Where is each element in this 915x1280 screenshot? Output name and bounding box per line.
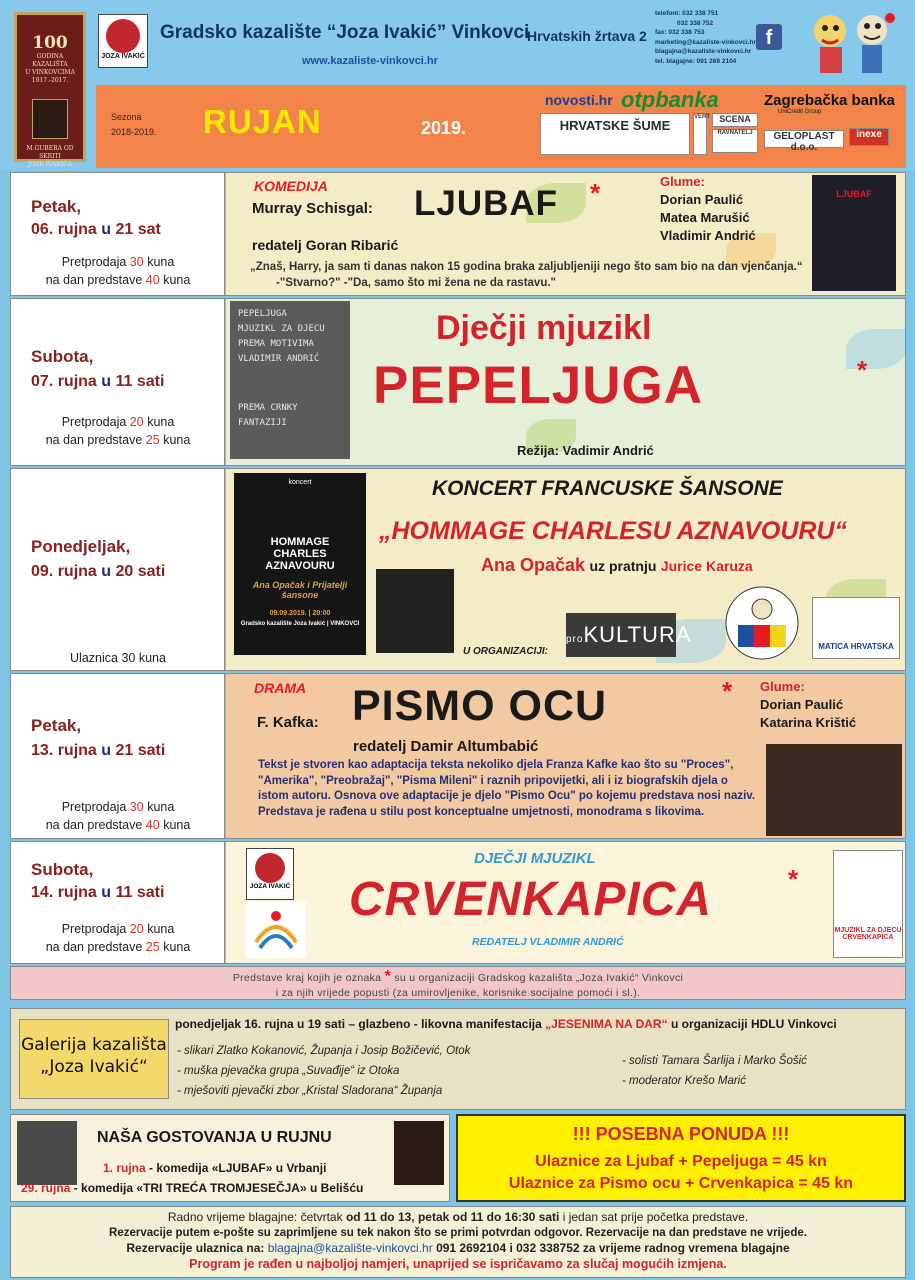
gallery-item: - slikari Zlatko Kokanović, Županja i Josip Božičević, Otok bbox=[177, 1045, 471, 1057]
price-value: 25 bbox=[145, 433, 160, 447]
discount-notice bbox=[10, 966, 906, 1000]
price-label: Ulaznica bbox=[70, 651, 118, 665]
price-value: 25 bbox=[145, 940, 160, 954]
contact-line: 032 338 752 bbox=[677, 19, 714, 27]
tour-date: 29. rujna bbox=[21, 1181, 71, 1195]
event-author: F. Kafka: bbox=[257, 714, 319, 731]
event-director: REDATELJ VLADIMIR ANDRIĆ bbox=[472, 936, 624, 948]
stairs-text: PREMA CRNKY FANTAZIJI bbox=[238, 403, 298, 428]
sponsor-small: RAVNATELJ bbox=[712, 129, 758, 153]
price-unit: kuna bbox=[147, 415, 175, 429]
cast-label: Glume: bbox=[660, 174, 705, 189]
sponsor-inexe: inexe bbox=[849, 128, 889, 146]
event-date-column bbox=[11, 842, 225, 963]
event-author: Murray Schisgal: bbox=[252, 200, 373, 217]
facebook-icon[interactable]: f bbox=[756, 24, 782, 50]
poster-title: CHARLES bbox=[273, 548, 327, 560]
price-label: Pretprodaja bbox=[61, 415, 127, 429]
stairs-text: PEPELJUGA bbox=[238, 309, 287, 319]
footer-hours-bold: od 11 do 13, petak od 11 do 16:30 sati bbox=[345, 1210, 560, 1224]
season-title: Sezona bbox=[111, 112, 142, 122]
event-day: Petak, bbox=[31, 197, 82, 216]
event-quote: -"Stvarno?" -"Da, samo što mi žena ne da rastavu." bbox=[276, 277, 556, 289]
stairs-text: MJUZIKL ZA DJECU bbox=[238, 324, 325, 334]
event-day: Petak, bbox=[31, 716, 82, 735]
sponsor-zaba-name: Zagrebačka banka bbox=[764, 92, 895, 109]
event-date: 06. rujna bbox=[31, 221, 97, 238]
notice-text: su u organizaciji Gradskog kazališta „Joza Ivakić“ Vinkovci bbox=[394, 972, 684, 984]
notice-star: * bbox=[384, 968, 392, 985]
price-value: 30 bbox=[121, 651, 136, 665]
gallery-title-line: „Joza Ivakić“ bbox=[40, 1057, 148, 1077]
poster-date: 09.09.2019. | 20:00 bbox=[269, 610, 331, 617]
poster-title: AZNAVOURU bbox=[265, 560, 335, 572]
season-label bbox=[111, 110, 157, 140]
event-price bbox=[11, 798, 225, 834]
anniversary-badge bbox=[14, 12, 86, 168]
flags-logo bbox=[724, 585, 800, 661]
event-star: * bbox=[857, 355, 868, 385]
event-crvenkapica bbox=[10, 841, 906, 964]
event-content bbox=[226, 173, 905, 295]
event-date-column bbox=[11, 469, 225, 670]
event-u: u bbox=[101, 884, 112, 901]
footer-text: i jedan sat prije početka predstave. bbox=[562, 1210, 749, 1224]
tour-photo bbox=[394, 1121, 444, 1185]
event-content bbox=[226, 299, 905, 465]
event-day: Subota, bbox=[31, 860, 94, 879]
cast-member: Vladimir Andrić bbox=[660, 228, 756, 243]
event-genre: KOMEDIJA bbox=[254, 178, 328, 194]
event-time: 21 sat bbox=[115, 221, 161, 238]
mascots-illustration bbox=[800, 6, 900, 76]
footer-info bbox=[10, 1206, 906, 1278]
offer-title: !!! POSEBNA PONUDA !!! bbox=[572, 1124, 790, 1144]
sponsor-novosti: novosti.hr bbox=[545, 92, 613, 108]
event-title: CRVENKAPICA bbox=[349, 873, 713, 926]
email-link[interactable]: blagajna@kazalište-vinkovci.hr bbox=[267, 1241, 433, 1255]
mask-icon bbox=[106, 19, 140, 53]
sponsor-scena: SCENA bbox=[712, 113, 758, 127]
event-title: LJUBAF bbox=[414, 184, 559, 223]
price-label: na dan predstave bbox=[45, 818, 143, 832]
leaf-decoration bbox=[846, 329, 905, 369]
event-price bbox=[11, 649, 225, 667]
badge-text: U VINKOVCIMA bbox=[25, 69, 75, 76]
event-datetime bbox=[31, 742, 165, 760]
event-content bbox=[226, 842, 905, 963]
poster-bottom: Gradsko kazalište Joza Ivakić | VINKOVCI bbox=[240, 621, 360, 627]
poster-title: HOMMAGE bbox=[270, 536, 330, 548]
theatre-logo-small bbox=[246, 848, 294, 900]
gallery-headline bbox=[175, 1017, 837, 1031]
gallery-headline-text: ponedjeljak 16. rujna u 19 sati – glazbeno - likovna manifestacija bbox=[175, 1017, 542, 1031]
footer-disclaimer: Program je rađen u najboljoj namjeri, unaprijed se ispričavamo za slučaj mogućih izmjena. bbox=[189, 1256, 727, 1271]
sponsor-vert: VERT bbox=[693, 113, 707, 155]
kindergarten-logo bbox=[246, 902, 306, 958]
event-aznavour bbox=[10, 468, 906, 671]
event-datetime bbox=[31, 563, 165, 581]
event-u: u bbox=[101, 221, 112, 238]
cast-member: Dorian Paulić bbox=[660, 192, 744, 207]
sponsor-hrvatske-sume: HRVATSKE ŠUME bbox=[540, 113, 690, 155]
event-date: 09. rujna bbox=[31, 563, 97, 580]
event-cast bbox=[760, 678, 856, 732]
sponsor-zaba bbox=[764, 92, 895, 115]
stairs-text: VLADIMIR ANDRIĆ bbox=[238, 354, 320, 364]
event-price bbox=[11, 920, 225, 956]
event-time: 11 sati bbox=[115, 373, 165, 390]
tours-title: NAŠA GOSTOVANJA U RUJNU bbox=[97, 1129, 332, 1146]
price-label: Pretprodaja bbox=[61, 800, 127, 814]
cast-member: Matea Marušić bbox=[660, 210, 750, 225]
event-performer bbox=[481, 555, 753, 576]
price-unit: kuna bbox=[147, 922, 175, 936]
footer-hours bbox=[11, 1210, 905, 1226]
org-label: U ORGANIZACIJI: bbox=[463, 646, 548, 657]
prokultura-text: KULTURA bbox=[583, 622, 692, 647]
logo-text: JOZA IVAKIĆ bbox=[249, 883, 291, 890]
event-subtitle: KONCERT FRANCUSKE ŠANSONE bbox=[432, 477, 783, 500]
event-star: * bbox=[590, 178, 601, 208]
portrait-image bbox=[32, 99, 68, 139]
tour-date: 1. rujna bbox=[103, 1161, 146, 1175]
event-cast bbox=[660, 173, 756, 245]
stairs-photo bbox=[230, 301, 350, 459]
event-director: redatelj Damir Altumbabić bbox=[353, 738, 539, 755]
mask-icon bbox=[255, 853, 285, 883]
event-title: „HOMMAGE CHARLESU AZNAVOURU“ bbox=[379, 517, 848, 545]
matica-logo: MATICA HRVATSKA bbox=[812, 597, 900, 659]
event-time: 11 sati bbox=[115, 884, 165, 901]
event-price bbox=[11, 413, 225, 449]
price-unit: kuna bbox=[147, 800, 175, 814]
cast-label: Glume: bbox=[760, 679, 805, 694]
gallery-item: - muška pjevačka grupa „Suvađije“ iz Otoka bbox=[177, 1065, 400, 1077]
event-price bbox=[11, 253, 225, 289]
special-offer bbox=[456, 1114, 906, 1202]
cast-member: Dorian Paulić bbox=[760, 697, 844, 712]
prokultura-logo bbox=[566, 613, 692, 657]
contact-line: blagajna@kazaliste-vinkovci.hr bbox=[655, 48, 752, 55]
price-unit: kuna bbox=[163, 273, 191, 287]
event-director: redatelj Goran Ribarić bbox=[252, 237, 399, 253]
price-value: 30 bbox=[129, 255, 144, 269]
event-time: 20 sati bbox=[115, 563, 166, 580]
performer-name: Ana Opačak bbox=[481, 555, 586, 575]
performer-with: uz pratnju bbox=[589, 558, 657, 574]
poster-top: koncert bbox=[288, 479, 312, 486]
offer-line: Ulaznice za Ljubaf + Pepeljuga = 45 kn bbox=[535, 1153, 827, 1170]
event-genre: DRAMA bbox=[254, 680, 307, 696]
gallery-headline-title: „JESENIMA NA DAR“ bbox=[545, 1017, 668, 1031]
contact-line: telefoni: 032 338 751 bbox=[655, 10, 719, 17]
tour-text: - komedija «LJUBAF» u Vrbanji bbox=[149, 1161, 327, 1175]
notice-text: i za njih vrijede popusti (za umirovljenike, korisnike socijalne pomoći i sl.). bbox=[275, 987, 641, 999]
price-label: Pretprodaja bbox=[61, 255, 127, 269]
sponsor-zaba-sub: UniCredit Group bbox=[778, 109, 822, 115]
sponsor-geloplast: GELOPLAST d.o.o. bbox=[764, 130, 844, 148]
price-unit: kuna bbox=[163, 940, 191, 954]
event-date-column bbox=[11, 674, 225, 838]
price-label: na dan predstave bbox=[45, 273, 143, 287]
event-quote: „Znaš, Harry, ja sam ti danas nakon 15 godina braka zaljubljeniji nego što sam bio na dan vjenčanja.“ bbox=[250, 261, 803, 273]
event-time: 21 sati bbox=[115, 742, 166, 759]
event-description: Tekst je stvoren kao adaptacija teksta nekoliko djela Franza Kafke kao što su "Proces", "Amerika", "Preobražaj", "Pisma Mileni" i raznih pripovijetki, ali i iz biografskih djela o istom autoru. Osnova ove adaptacije je djelo "Pismo Ocu" po kojemu predstava nosi naziv. Predstava je rađena u stilu post konceptualne umjetnosti, monodrama s likovima. bbox=[258, 759, 756, 818]
price-value: 40 bbox=[145, 818, 160, 832]
badge-number: 100 bbox=[32, 33, 68, 53]
footer-text: Rezervacije putem e-pošte su zaprimljene su tek nakon što se primi potvrdan odgovor. Rezervacije na dan predstave ne vrijede. bbox=[109, 1226, 807, 1239]
gallery-item: - moderator Krešo Marić bbox=[622, 1075, 746, 1087]
tour-text: - komedija «TRI TREĆA TROMJESEČJA» u Belišću bbox=[73, 1181, 364, 1195]
event-datetime bbox=[31, 884, 164, 902]
theatre-logo bbox=[98, 14, 148, 68]
contact-line: fax: 032 338 753 bbox=[655, 29, 705, 36]
footer-reservations bbox=[11, 1241, 905, 1257]
price-label: na dan predstave bbox=[45, 940, 143, 954]
event-datetime bbox=[31, 221, 161, 239]
price-value: 20 bbox=[129, 922, 144, 936]
gallery-title bbox=[19, 1019, 169, 1099]
crvenkapica-poster: MJUZIKL ZA DJECU CRVENKAPICA bbox=[833, 850, 903, 958]
badge-sub: M.GUBERA OD SKRITI bbox=[26, 145, 74, 160]
season-years: 2018-2019. bbox=[111, 127, 157, 137]
event-ljubaf bbox=[10, 172, 906, 296]
event-star: * bbox=[788, 864, 799, 894]
price-value: 20 bbox=[129, 415, 144, 429]
gallery-section bbox=[10, 1008, 906, 1110]
event-title: PEPELJUGA bbox=[373, 356, 704, 415]
gallery-item: - solisti Tamara Šarlija i Marko Šošić bbox=[622, 1055, 807, 1067]
footer-text: Rezervacije ulaznica na: bbox=[126, 1241, 265, 1255]
event-u: u bbox=[101, 373, 112, 390]
footer-text: Radno vrijeme blagajne: četvrtak bbox=[167, 1210, 343, 1224]
event-datetime bbox=[31, 373, 164, 391]
contact-info bbox=[655, 9, 756, 66]
gallery-headline-text: u organizaciji HDLU Vinkovci bbox=[670, 1017, 837, 1031]
badge-text: KAZALIŠTA bbox=[32, 61, 68, 68]
event-day: Subota, bbox=[31, 347, 94, 366]
price-unit: kuna bbox=[147, 255, 175, 269]
logo-text: JOZA IVAKIĆ bbox=[101, 53, 145, 60]
footer-text: 091 2692104 i 032 338752 za vrijeme radnog vremena blagajne bbox=[436, 1241, 790, 1255]
event-date-column bbox=[11, 173, 225, 295]
tour-line bbox=[103, 1161, 326, 1175]
event-pismo-ocu bbox=[10, 673, 906, 839]
badge-years: 1917.-2017. bbox=[31, 77, 69, 84]
theatre-name: Gradsko kazalište “Joza Ivakić” Vinkovci bbox=[160, 22, 530, 43]
price-unit: kuna bbox=[163, 818, 191, 832]
cast-member: Katarina Krištić bbox=[760, 715, 857, 730]
address: Hrvatskih žrtava 2 bbox=[527, 28, 647, 44]
offer-line: Ulaznice za Pismo ocu + Crvenkapica = 45 kn bbox=[508, 1175, 854, 1192]
poster-sub: Ana Opačak i Prijatelji šansone bbox=[252, 580, 348, 600]
price-label: na dan predstave bbox=[45, 433, 143, 447]
event-subtitle: Dječji mjuzikl bbox=[436, 309, 652, 347]
price-unit: kuna bbox=[138, 651, 166, 665]
gallery-item: - mješoviti pjevački zbor „Kristal Sladorana“ Županja bbox=[177, 1085, 443, 1097]
event-u: u bbox=[101, 563, 112, 580]
concert-poster bbox=[234, 473, 366, 655]
event-content bbox=[226, 469, 905, 670]
contact-line: tel. blagajne: 091 269 2104 bbox=[655, 57, 737, 65]
website-link[interactable]: www.kazaliste-vinkovci.hr bbox=[302, 55, 438, 67]
month-title: RUJAN bbox=[203, 103, 322, 140]
price-unit: kuna bbox=[163, 433, 191, 447]
event-photo bbox=[766, 744, 902, 836]
event-director: Režija: Vadimir Andrić bbox=[517, 443, 654, 458]
stairs-text: PREMA MOTIVIMA bbox=[238, 339, 314, 349]
prokultura-prefix: pro bbox=[566, 634, 584, 645]
event-subtitle: DJEČJI MJUZIKL bbox=[474, 850, 596, 867]
event-star: * bbox=[722, 676, 733, 706]
tours-section bbox=[10, 1114, 450, 1202]
event-pepeljuga bbox=[10, 298, 906, 466]
price-label: Pretprodaja bbox=[61, 922, 127, 936]
badge-text: GODINA bbox=[36, 53, 64, 60]
event-day: Ponedjeljak, bbox=[31, 537, 131, 556]
year-label: 2019. bbox=[421, 118, 467, 138]
price-value: 30 bbox=[129, 800, 144, 814]
event-date-column bbox=[11, 299, 225, 465]
event-title: PISMO OCU bbox=[352, 682, 608, 730]
price-value: 40 bbox=[145, 273, 160, 287]
event-u: u bbox=[101, 742, 112, 759]
event-date: 13. rujna bbox=[31, 742, 97, 759]
singer-photo bbox=[376, 569, 454, 653]
sponsor-otp: otpbanka bbox=[621, 87, 719, 112]
event-date: 14. rujna bbox=[31, 884, 97, 901]
tour-photo bbox=[17, 1121, 77, 1185]
tour-line bbox=[21, 1181, 363, 1195]
event-date: 07. rujna bbox=[31, 373, 97, 390]
badge-name: JOZE IVAKIĆA bbox=[27, 161, 73, 168]
contact-line: marketing@kazaliste-vinkovci.hr bbox=[655, 38, 756, 46]
event-poster: LJUBAF bbox=[812, 175, 896, 291]
notice-text: Predstave kraj kojih je oznaka bbox=[232, 972, 382, 984]
event-content bbox=[226, 674, 905, 838]
gallery-title-line: Galerija kazališta bbox=[21, 1035, 167, 1055]
accompanist-name: Jurice Karuza bbox=[660, 558, 753, 574]
